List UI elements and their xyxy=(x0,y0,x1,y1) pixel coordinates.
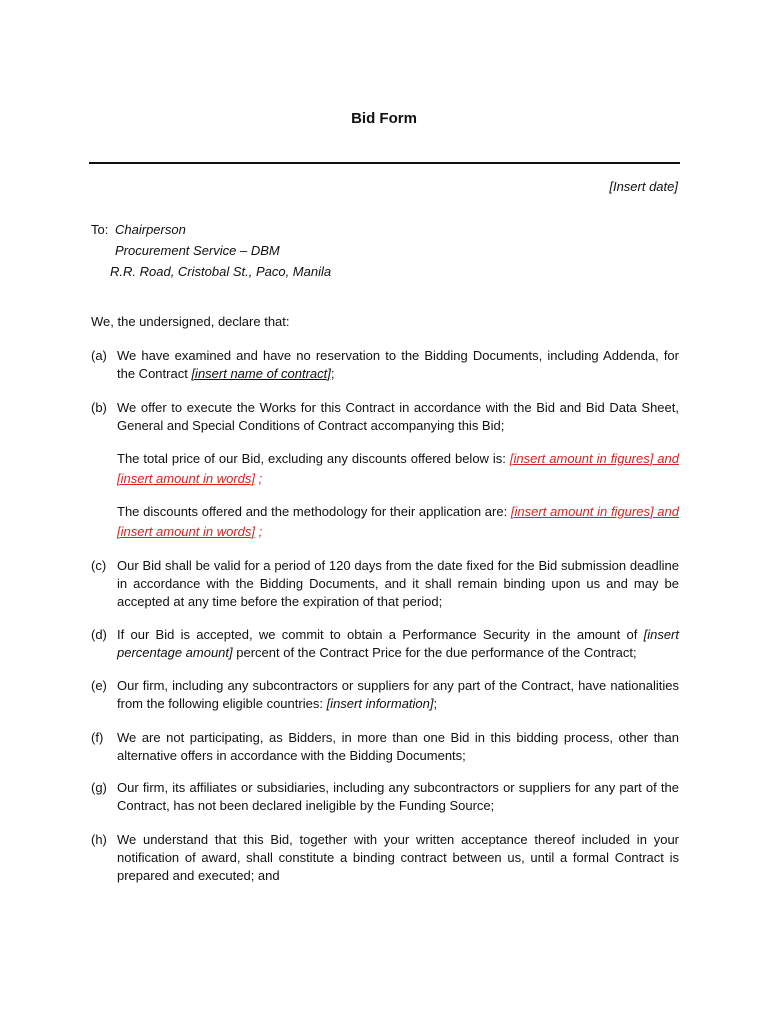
addressee-address: R.R. Road, Cristobal St., Paco, Manila xyxy=(110,264,332,279)
clause-marker: (a) xyxy=(91,348,107,363)
discounts-paragraph xyxy=(117,502,679,542)
clause-d xyxy=(91,626,679,662)
clause-text: We offer to execute the Works for this Contract in accordance with the Bid and Bid Data Sheet, General and Special Conditions of Contract accompanying this Bid; xyxy=(117,400,679,433)
clause-a xyxy=(91,347,679,383)
clause-marker: (b) xyxy=(91,400,107,415)
clause-text: If our Bid is accepted, we commit to obtain a Performance Security in the amount of xyxy=(117,627,644,642)
clause-marker: (f) xyxy=(91,730,104,745)
to-label: To: xyxy=(91,222,109,237)
clause-marker: (c) xyxy=(91,558,107,573)
insert-placeholder: [insert name of contract] xyxy=(191,366,331,381)
paragraph-text-end: ; xyxy=(255,471,263,486)
clause-text-end: percent of the Contract Price for the due performance of the Contract; xyxy=(232,645,637,660)
addressee-office: Procurement Service – DBM xyxy=(115,243,280,258)
clause-marker: (d) xyxy=(91,627,107,642)
clause-text: We have examined and have no reservation to the Bidding Documents, including Addenda, for the Contract xyxy=(117,348,679,381)
clause-h xyxy=(91,831,679,885)
clause-marker: (e) xyxy=(91,678,107,693)
clause-text: We are not participating, as Bidders, in more than one Bid in this bidding process, other than alternative offers in accordance with the Bidding Documents; xyxy=(117,730,679,763)
paragraph-text: The discounts offered and the methodology for their application are: xyxy=(117,504,511,519)
clause-text: Our Bid shall be valid for a period of 120 days from the date fixed for the Bid submission deadline in accordance with the Bidding Documents, and it shall remain binding upon us and may be accepted at any time before the expiration of that period; xyxy=(117,558,679,609)
date-placeholder: [Insert date] xyxy=(609,179,678,194)
paragraph-text: The total price of our Bid, excluding any discounts offered below is: xyxy=(117,451,510,466)
clause-e xyxy=(91,677,679,713)
clause-marker: (h) xyxy=(91,832,107,847)
declaration-intro: We, the undersigned, declare that: xyxy=(91,314,290,329)
clause-c xyxy=(91,557,679,611)
clause-text-end: ; xyxy=(330,366,335,381)
clause-text: Our firm, its affiliates or subsidiaries, including any subcontractors or suppliers for any part of the Contract, has not been declared ineligible by the Funding Source; xyxy=(117,780,679,813)
insert-placeholder: [insert information] xyxy=(326,696,434,711)
insert-placeholder: [insert amount in figures] and [insert amount in words] xyxy=(117,504,679,539)
insert-placeholder: [insert percentage amount] xyxy=(117,627,679,660)
clause-text-end: ; xyxy=(433,696,438,711)
page-title: Bid Form xyxy=(351,110,417,127)
clause-text: Our firm, including any subcontractors or suppliers for any part of the Contract, have nationalities from the following eligible countries: xyxy=(117,678,679,711)
clause-f xyxy=(91,729,679,765)
clause-text: We understand that this Bid, together with your written acceptance thereof included in your notification of award, shall constitute a binding contract between us, until a formal Contract is prepared and executed; and xyxy=(117,832,679,883)
clause-g xyxy=(91,779,679,815)
clause-b xyxy=(91,399,679,435)
addressee-block xyxy=(91,219,331,282)
clause-marker: (g) xyxy=(91,780,107,795)
total-price-paragraph xyxy=(117,449,679,489)
insert-placeholder: [insert amount in figures] and [insert amount in words] xyxy=(117,451,679,486)
title-divider xyxy=(89,162,680,164)
paragraph-text-end: ; xyxy=(255,524,263,539)
addressee-name: Chairperson xyxy=(115,222,186,237)
